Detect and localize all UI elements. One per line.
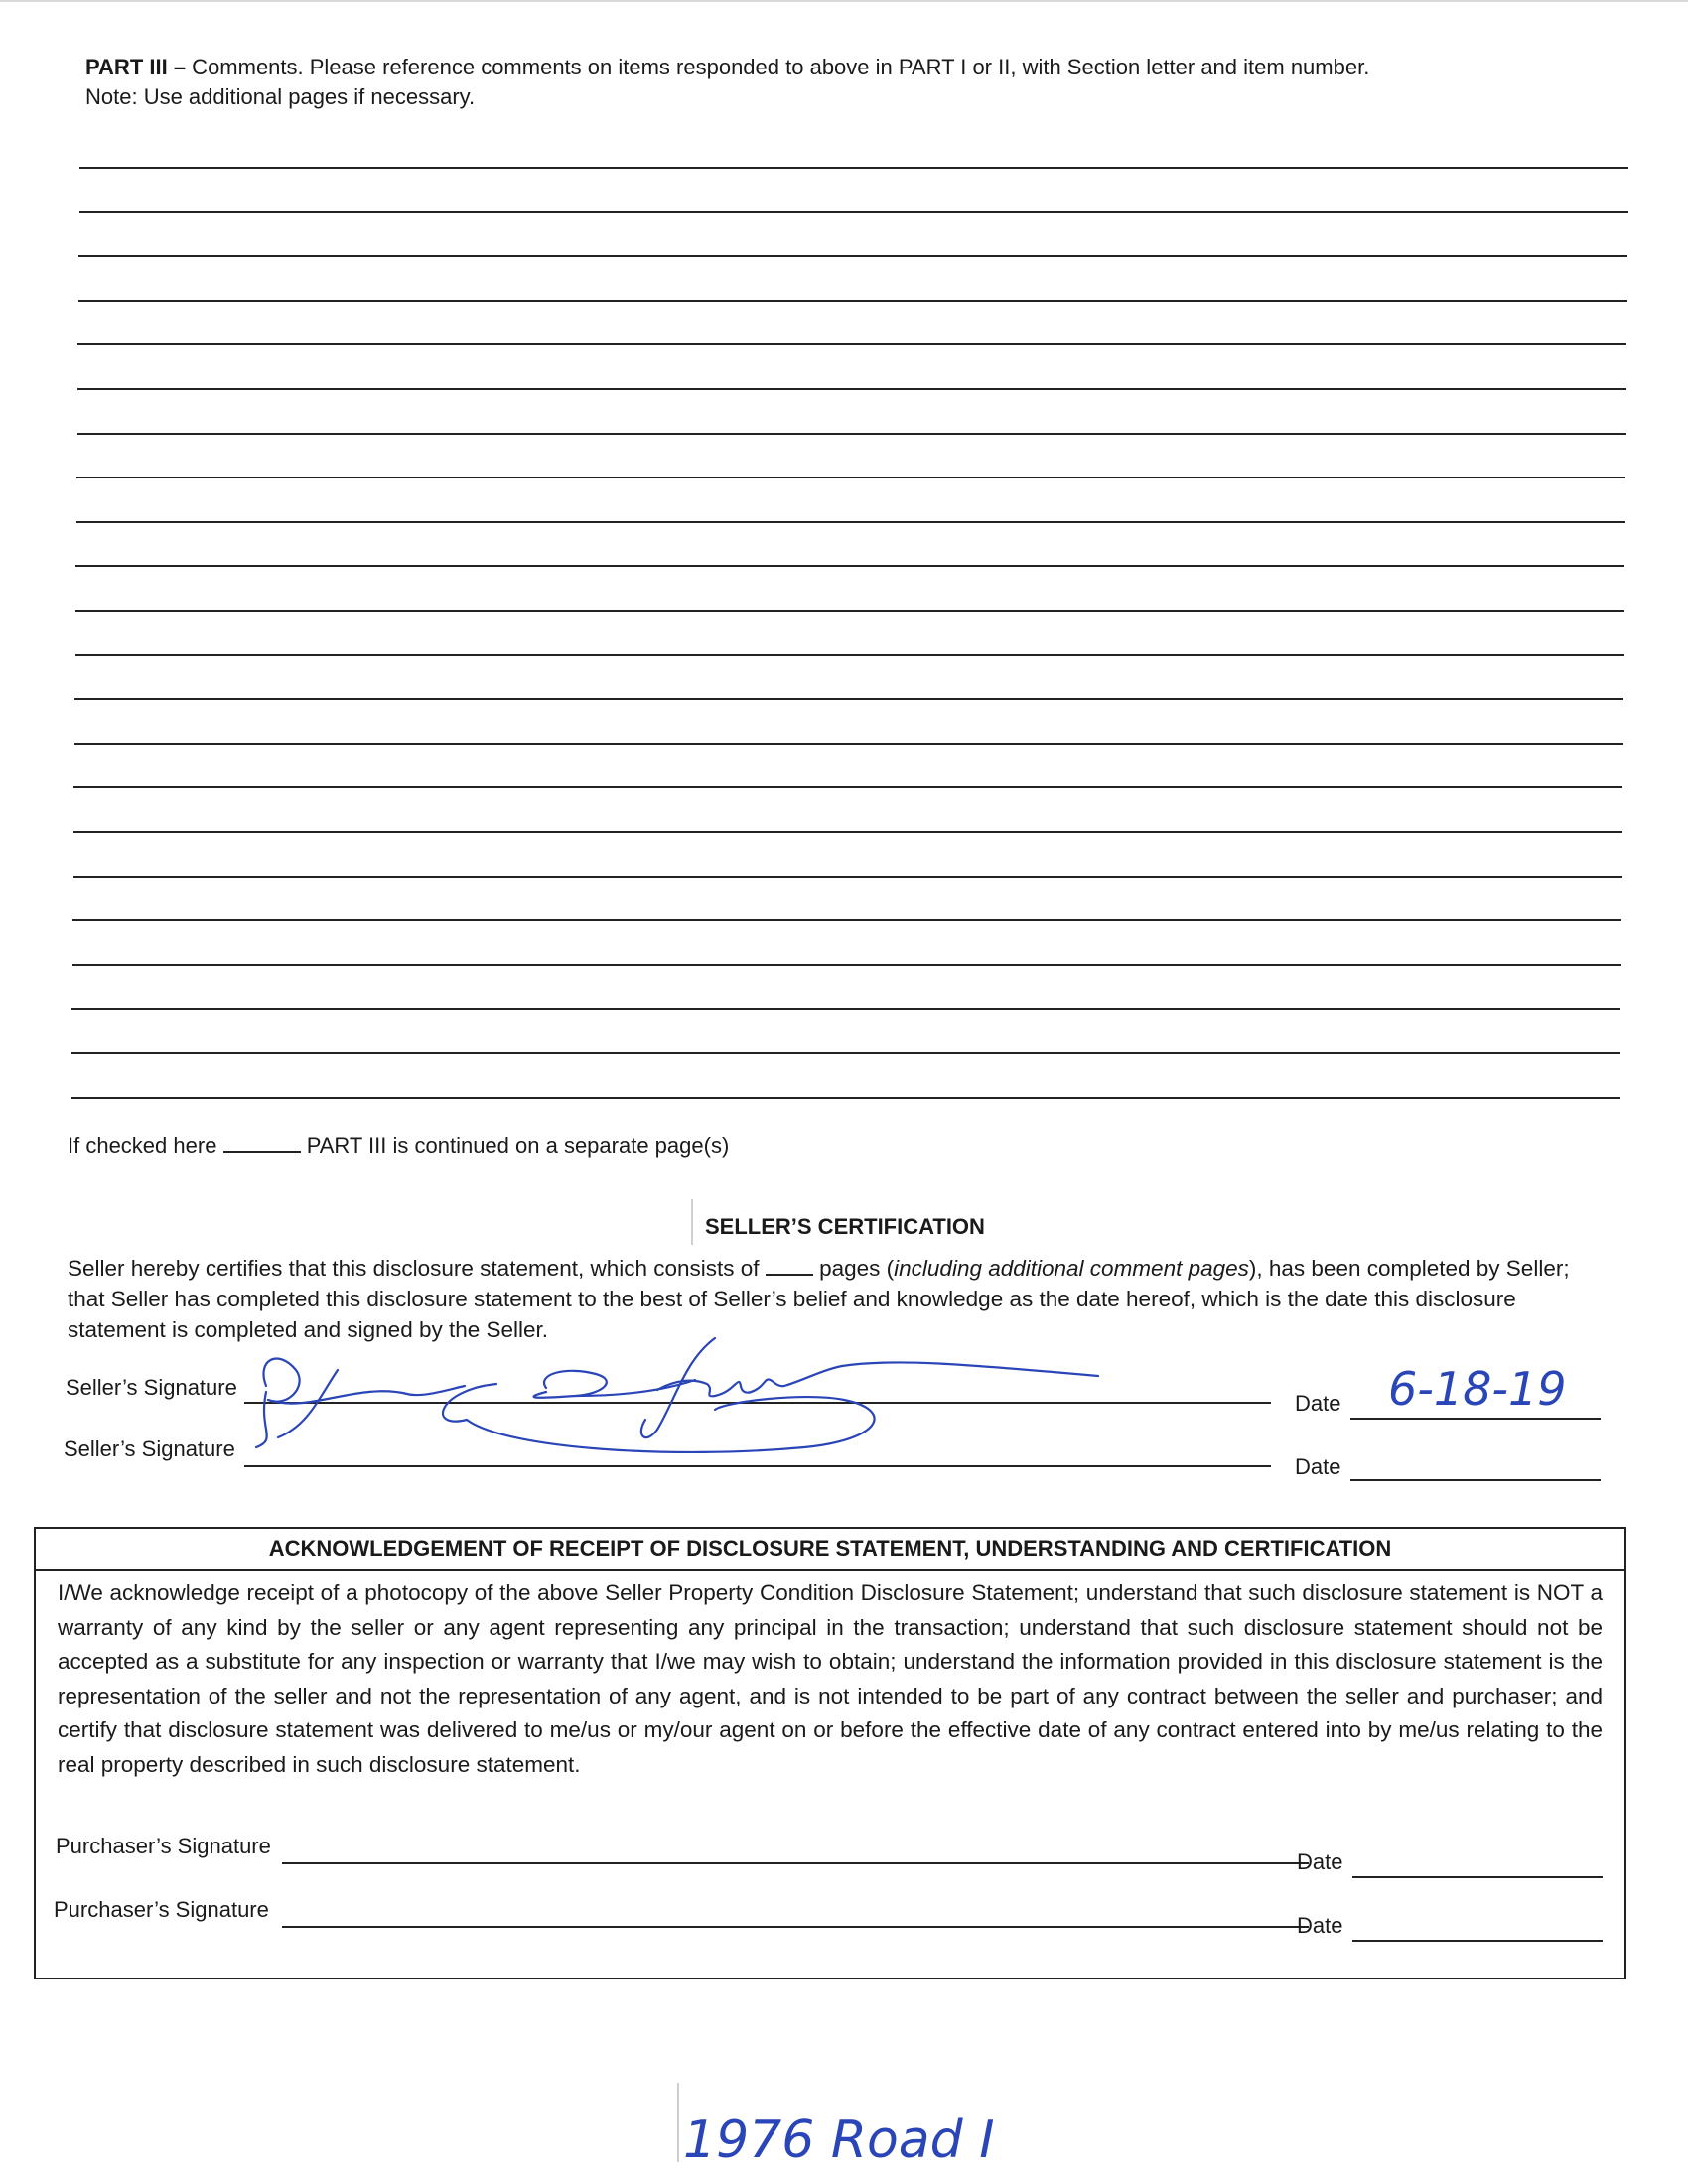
comment-line[interactable] — [73, 831, 1622, 833]
comment-line[interactable] — [77, 388, 1626, 390]
certification-text-b: pages ( — [819, 1256, 895, 1281]
comment-line[interactable] — [71, 1008, 1620, 1010]
comment-line[interactable] — [74, 698, 1623, 700]
acknowledgement-box — [34, 1527, 1626, 1979]
certification-text-c: ), has been completed by Seller; — [1248, 1256, 1570, 1281]
scan-artifact-line — [691, 1199, 693, 1245]
purchaser-signature-label-2: Purchaser’s Signature — [54, 1897, 269, 1922]
comment-line[interactable] — [71, 1052, 1620, 1054]
seller-certification-title: SELLER’S CERTIFICATION — [705, 1214, 985, 1239]
comment-line[interactable] — [71, 1097, 1620, 1099]
seller-date-field-2[interactable] — [1350, 1479, 1601, 1481]
seller-signature-label-2: Seller’s Signature — [64, 1436, 235, 1461]
purchaser-date-label-2: Date — [1297, 1913, 1343, 1938]
comment-line[interactable] — [78, 300, 1627, 302]
comment-line[interactable] — [74, 743, 1623, 745]
purchaser-signature-field-1[interactable] — [282, 1862, 1309, 1864]
comment-line[interactable] — [75, 610, 1624, 612]
comment-line[interactable] — [73, 786, 1622, 788]
comment-line[interactable] — [76, 477, 1625, 478]
comment-line[interactable] — [77, 433, 1626, 435]
comment-line[interactable] — [75, 654, 1624, 656]
purchaser-date-label-1: Date — [1297, 1849, 1343, 1874]
acknowledgement-body: I/We acknowledge receipt of a photocopy of the above Seller Property Condition Disclosure Statement; understand that such disclosure statement is NOT a warranty of any kind by the seller or any agent representing any principal in the transaction; understand that such disclosure statement should not be accepted as a substitute for any inspection or warranty that I/we may wish to obtain; understand the information provided in this disclosure statement is the representation of the seller and not the representation of any agent, and is not intended to be part of any contract between the seller and purchaser; and certify that disclosure statement was delivered to me/us or my/our agent on or before the effective date of any contract entered into by me/us relating to the real property described in such disclosure statement. — [58, 1580, 1603, 1777]
comment-line[interactable] — [72, 964, 1621, 966]
comment-line[interactable] — [72, 919, 1621, 921]
seller-date-label-2: Date — [1295, 1454, 1341, 1479]
scan-artifact-line-2 — [677, 2083, 679, 2162]
certification-text-italic: including additional comment pages — [894, 1256, 1249, 1281]
comment-line[interactable] — [79, 211, 1628, 213]
part3-label: PART III – — [85, 55, 187, 79]
page-count-blank[interactable] — [766, 1274, 813, 1276]
certification-text-a: Seller hereby certifies that this disclosure statement, which consists of — [68, 1256, 760, 1281]
seller-signature-drawing — [248, 1330, 1142, 1459]
purchaser-date-field-1[interactable] — [1352, 1876, 1603, 1878]
handwritten-address: 1976 Road I — [683, 2111, 995, 2170]
seller-signature-field-2[interactable] — [244, 1465, 1271, 1467]
seller-date-value-1: 6-18-19 — [1388, 1362, 1567, 1416]
purchaser-date-field-2[interactable] — [1352, 1940, 1603, 1942]
certification-line-1 — [68, 1255, 1570, 1283]
comment-line[interactable] — [73, 876, 1622, 878]
seller-date-field-1[interactable] — [1350, 1418, 1601, 1420]
comment-line[interactable] — [75, 565, 1624, 567]
continuation-prefix: If checked here — [68, 1133, 217, 1158]
continuation-checkbox-blank[interactable] — [223, 1151, 301, 1153]
comment-line[interactable] — [79, 167, 1628, 169]
purchaser-signature-label-1: Purchaser’s Signature — [56, 1834, 271, 1858]
purchaser-signature-field-2[interactable] — [282, 1926, 1309, 1928]
certification-line-2: that Seller has completed this disclosure statement to the best of Seller’s belief and knowledge as the date hereof, which is the date this disclosure — [68, 1287, 1516, 1311]
comment-line[interactable] — [76, 521, 1625, 523]
comment-line[interactable] — [77, 343, 1626, 345]
seller-signature-label-1: Seller’s Signature — [66, 1375, 237, 1400]
acknowledgement-title: ACKNOWLEDGEMENT OF RECEIPT OF DISCLOSURE STATEMENT, UNDERSTANDING AND CERTIFICATION — [36, 1529, 1624, 1571]
continuation-line — [68, 1132, 729, 1160]
continuation-suffix: PART III is continued on a separate page(s) — [306, 1133, 730, 1158]
seller-date-label-1: Date — [1295, 1391, 1341, 1416]
part3-heading-text: Comments. Please reference comments on items responded to above in PART I or II, with Section letter and item number. — [186, 55, 1370, 79]
part3-note: Note: Use additional pages if necessary. — [85, 84, 476, 109]
comment-line[interactable] — [78, 255, 1627, 257]
certification-line-3: statement is completed and signed by the Seller. — [68, 1317, 549, 1342]
part3-heading — [85, 54, 1369, 81]
